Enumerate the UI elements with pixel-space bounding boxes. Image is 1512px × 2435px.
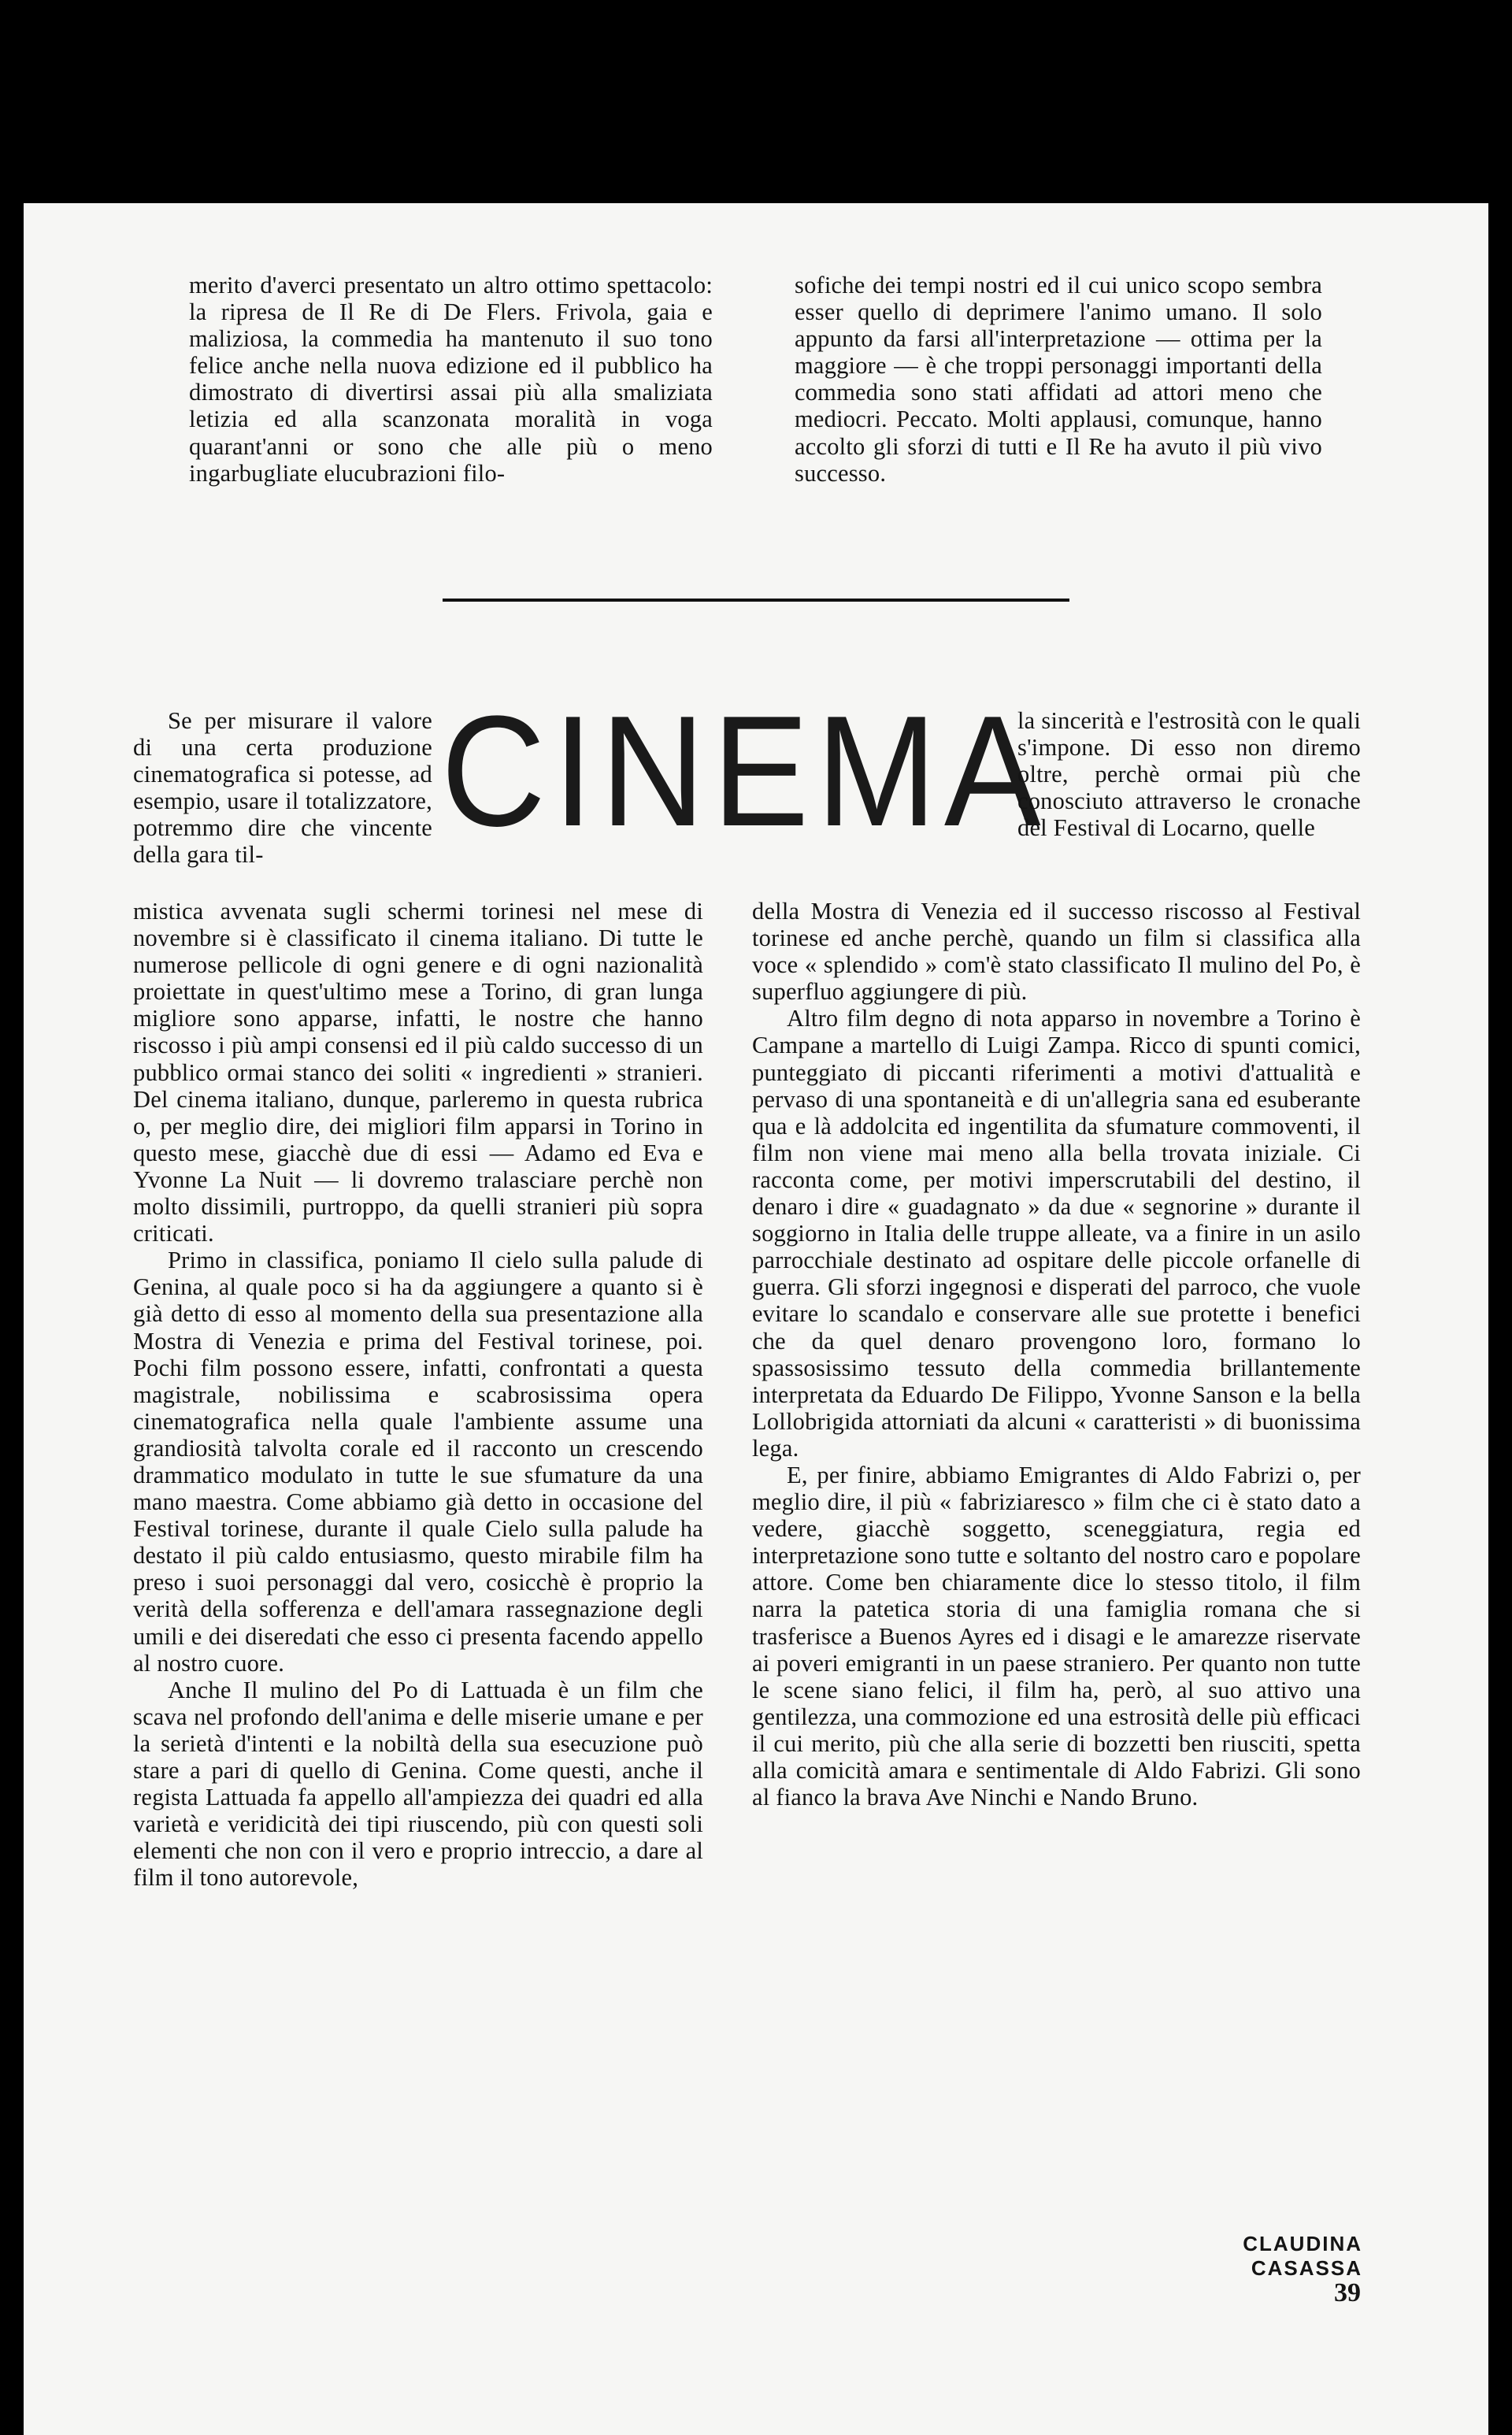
cinema-column-left: [133, 898, 703, 1891]
scan-border-right: [1488, 0, 1512, 2435]
cinema-intro-right: [1017, 707, 1361, 841]
author-signature: CLAUDINA CASASSA: [1243, 2232, 1362, 2280]
theatre-text-left: merito d'averci presentato un altro ottimo spettacolo: la ripresa de Il Re di De Flers. Frivola, gaia e maliziosa, la commedia ha mantenuto il suo tono felice anche nella nuova edizione ed il pubblico ha dimostrato di divertirsi assai più alla smaliziata letizia ed alla scanzonata moralità in voga quarant'anni or sono che alle più o meno ingarbugliate elucubrazioni filo-: [189, 272, 713, 487]
theatre-column-right: [795, 272, 1322, 487]
cinema-paragraph: Anche Il mulino del Po di Lattuada è un film che scava nel profondo dell'anima e delle miserie umane e per la serietà d'intenti e la nobiltà della sua esecuzione può stare a pari di quello di Genina. Come questi, anche il regista Lattuada fa appello all'ampiezza dei quadri ed alla varietà e veridicità dei tipi riuscendo, più con questi soli elementi che non con il vero e proprio intreccio, a dare al film il tono autorevole,: [133, 1676, 703, 1892]
theatre-text-right: sofiche dei tempi nostri ed il cui unico scopo sembra esser quello di deprimere l'animo umano. Il solo appunto da farsi all'interpretazione — ottima per la maggiore — è che troppi personaggi importanti della commedia sono stati affidati ad attori meno che mediocri. Peccato. Molti applausi, comunque, hanno accolto gli sforzi di tutti e Il Re ha avuto il più vivo successo.: [795, 272, 1322, 487]
cinema-intro-left-text: Se per misurare il valore di una certa produzione cinematografica si potesse, ad esempio, usare il totalizzatore, potremmo dire che vincente della gara til-: [133, 707, 432, 869]
cinema-paragraph: E, per finire, abbiamo Emigrantes di Aldo Fabrizi o, per meglio dire, il più « fabriziaresco » film che ci è stato dato a vedere, giacchè soggetto, sceneggiatura, regia ed interpretazione sono tutte e soltanto del nostro caro e popolare attore. Come ben chiaramente dice lo stesso titolo, il film narra la patetica storia di una famiglia romana che si trasferisce a Buenos Ayres ed i disagi e le amarezze riservate ai poveri emigranti in un paese straniero. Per quanto non tutte le scene siano felici, il film ha, però, al suo attivo una gentilezza, una commozione ed una estrosità delle più efficaci il cui merito, più che alla serie di bozzetti ben riusciti, spetta alla comicità amara e sentimentale di Aldo Fabrizi. Gli sono al fianco la brava Ave Ninchi e Nando Bruno.: [752, 1461, 1361, 1811]
cinema-paragraph: Primo in classifica, poniamo Il cielo sulla palude di Genina, al quale poco si ha da aggiungere a quanto si è già detto di esso al momento della sua presentazione alla Mostra di Venezia e prima del Festival torinese, poi. Pochi film possono essere, infatti, confrontati a questa magistrale, nobilissima e scabrosissima opera cinematografica nella quale l'ambiente assume una grandiosità talvolta corale ed il racconto un crescendo drammatico modulato in tutte le sue sfumature da una mano maestra. Come abbiamo già detto in occasione del Festival torinese, durante il quale Cielo sulla palude ha destato il più caldo entusiasmo, questo mirabile film ha preso i suoi personaggi dal vero, cosicchè è proprio la verità della sofferenza e dell'amara rassegnazione degli umili e dei diseredati che esso ci presenta facendo appello al nostro cuore.: [133, 1247, 703, 1677]
cinema-paragraph: della Mostra di Venezia ed il successo riscosso al Festival torinese ed anche perchè, quando un film si classifica alla voce « splendido » com'è stato classificato Il mulino del Po, è superfluo aggiungere di più.: [752, 898, 1361, 1006]
cinema-column-right: [752, 898, 1361, 1810]
section-title: CINEMA: [441, 684, 1048, 859]
scan-border-left: [0, 0, 24, 2435]
cinema-paragraph: mistica avvenata sugli schermi torinesi nel mese di novembre si è classificato il cinema italiano. Di tutte le numerose pellicole di ogni genere e di ogni nazionalità proiettate in quest'ultimo mese a Torino, di gran lunga migliore sono apparse, infatti, le nostre che hanno riscosso i più ampi consensi ed il più caldo successo di un pubblico ormai stanco dei soliti « ingredienti » stranieri. Del cinema italiano, dunque, parleremo in questa rubrica o, per meglio dire, dei migliori film apparsi in Torino in questo mese, giacchè due di essi — Adamo ed Eva e Yvonne La Nuit — li dovremo tralasciare perchè non molto dissimili, purtroppo, da quelli stranieri più sopra criticati.: [133, 898, 703, 1247]
section-divider: [443, 599, 1069, 602]
cinema-intro-right-text: la sincerità e l'estrosità con le quali s'impone. Di esso non diremo oltre, perchè ormai più che conosciuto attraverso le cronache del Festival di Locarno, quelle: [1017, 707, 1361, 842]
theatre-column-left: [189, 272, 713, 487]
cinema-intro-left: [133, 707, 432, 869]
scan-border-top: [0, 0, 1512, 203]
page-number: 39: [1334, 2278, 1361, 2307]
cinema-paragraph: Altro film degno di nota apparso in novembre a Torino è Campane a martello di Luigi Zampa. Ricco di spunti comici, punteggiato di piccanti riferimenti a motivi d'attualità e pervaso di una spontaneità e di un'allegria sana ed esuberante qua e là addolcita ed ingentilita da sfumature commoventi, il film non viene mai meno alla bella trovata iniziale. Ci racconta come, per motivi imperscrutabili del destino, il denaro i dire « guadagnato » da due « segnorine » durante il soggiorno in Italia delle truppe alleate, va a finire in un asilo parrocchiale destinato ad ospitare delle piccole orfanelle di guerra. Gli sforzi ingegnosi e disperati del parroco, che vuole evitare lo scandalo e conservare alle sue protette i benefici che da quel denaro provengono loro, formano lo spassosissimo tessuto della commedia brillantemente interpretata da Eduardo De Filippo, Yvonne Sanson e la bella Lollobrigida attorniati da alcuni « caratteristi » di buonissima lega.: [752, 1005, 1361, 1462]
